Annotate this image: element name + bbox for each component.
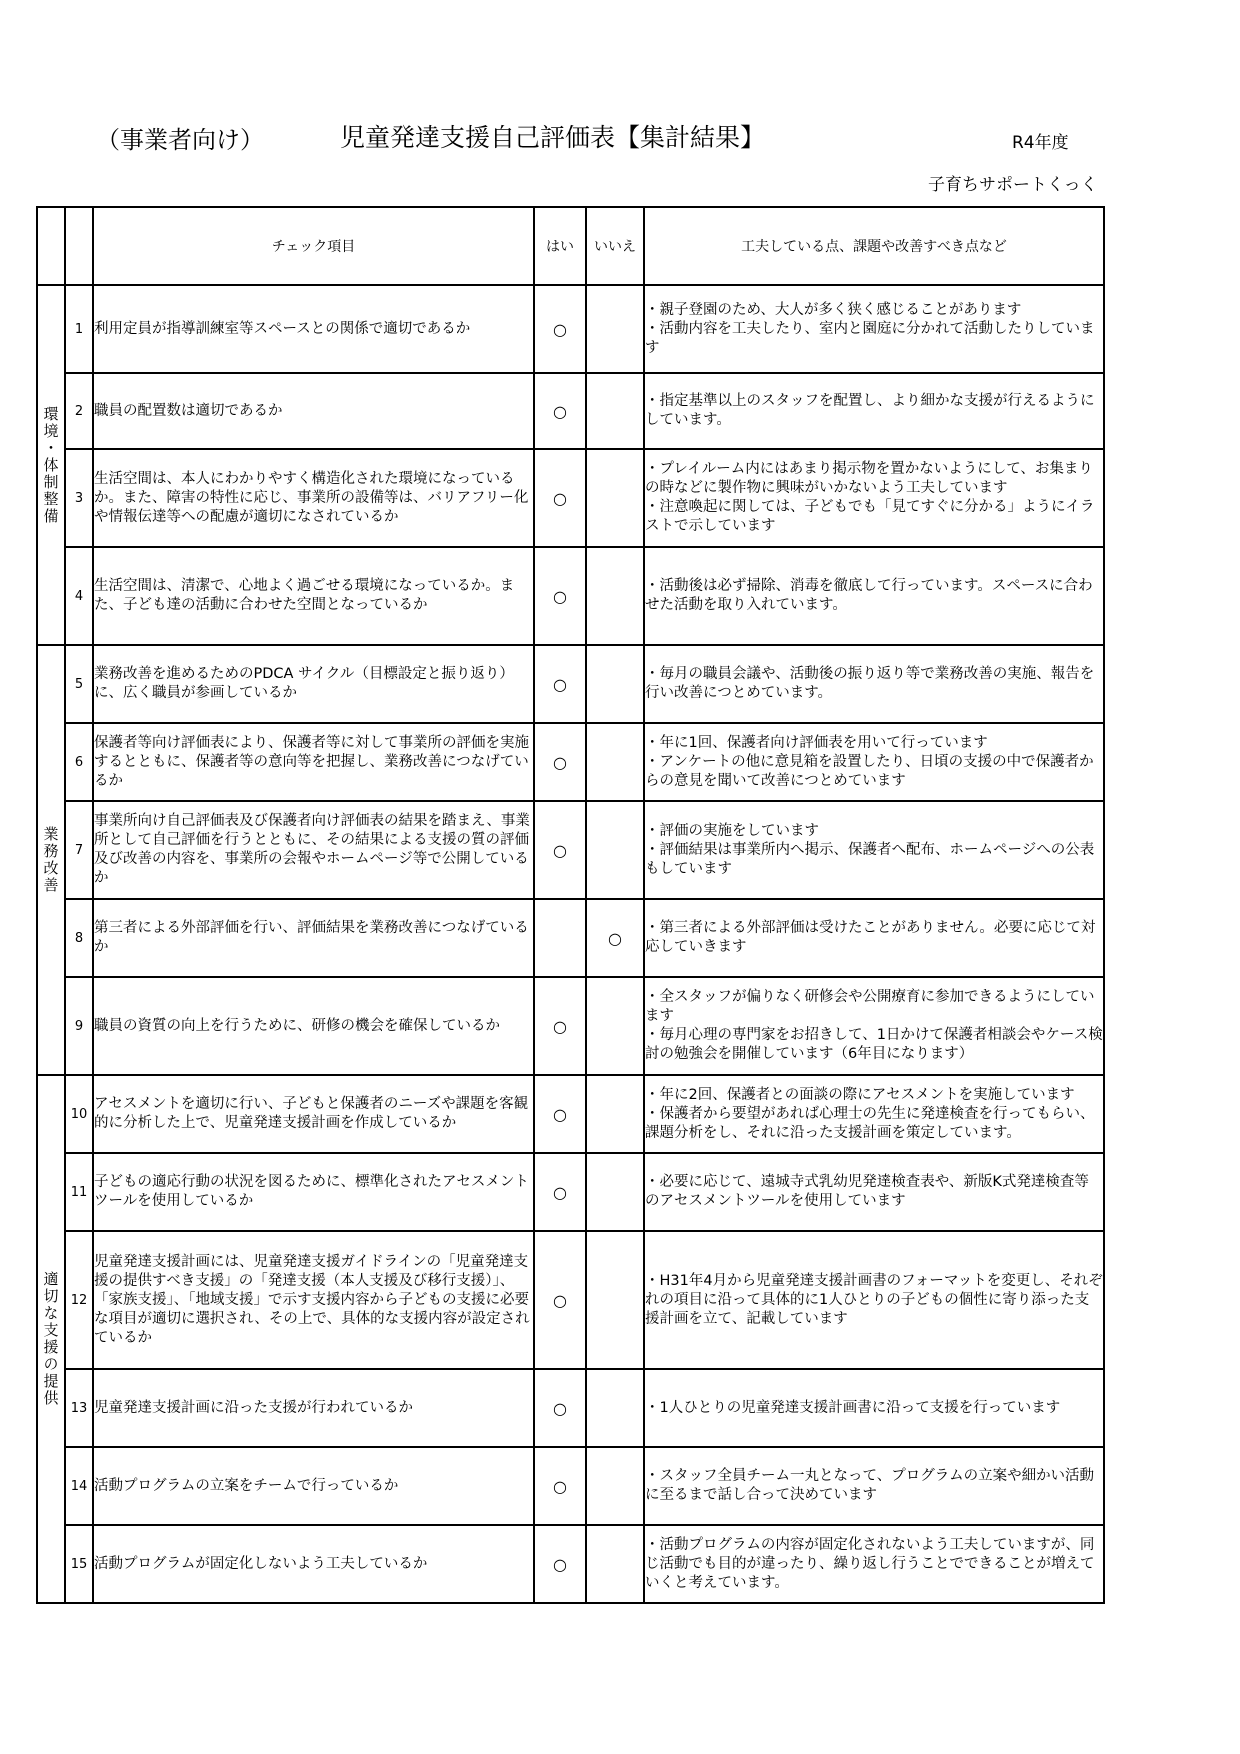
check-item-text: 児童発達支援計画には、児童発達支援ガイドラインの「児童発達支援の提供すべき支援」の「発達支援（本人支援及び移行支援）」、「家族支援」、「地域支援」で示す支援内容から子どもの支援に必要な項目が適切に選択され、その上で、具体的な支援内容が設定されているか <box>93 1231 534 1369</box>
improvement-notes: ・指定基準以上のスタッフを配置し、より細かな支援が行えるようにしています。 <box>644 373 1104 449</box>
check-item-text: 活動プログラムが固定化しないよう工夫しているか <box>93 1525 534 1603</box>
improvement-notes: ・全スタッフが偏りなく研修会や公開療育に参加できるようにしています ・毎月心理の専門家をお招きして、1日かけて保護者相談会やケース検討の勉強会を開催しています（6年目になります） <box>644 977 1104 1075</box>
improvement-notes: ・スタッフ全員チーム一丸となって、プログラムの立案や細かい活動に至るまで話し合って決めています <box>644 1447 1104 1525</box>
row-number: 11 <box>65 1153 93 1231</box>
no-mark <box>586 1153 644 1231</box>
organization-name: 子育ちサポートくっく <box>928 175 1098 195</box>
check-item-text: 業務改善を進めるためのPDCA サイクル（目標設定と振り返り）に、広く職員が参画しているか <box>93 645 534 723</box>
row-number: 3 <box>65 449 93 547</box>
check-item-text: 事業所向け自己評価表及び保護者向け評価表の結果を踏まえ、事業所として自己評価を行うとともに、その結果による支援の質の評価及び改善の内容を、事業所の会報やホームページ等で公開しているか <box>93 801 534 899</box>
table-row <box>37 373 1104 449</box>
yes-mark: ○ <box>534 1153 586 1231</box>
yes-mark: ○ <box>534 723 586 801</box>
improvement-notes: ・第三者による外部評価は受けたことがありません。必要に応じて対応していきます <box>644 899 1104 977</box>
table-row <box>37 1231 1104 1369</box>
header-notes: 工夫している点、課題や改善すべき点など <box>644 207 1104 285</box>
improvement-notes: ・評価の実施をしています ・評価結果は事業所内へ掲示、保護者へ配布、ホームページへの公表もしています <box>644 801 1104 899</box>
evaluation-table <box>36 206 1105 1604</box>
yes-mark: ○ <box>534 547 586 645</box>
improvement-notes: ・必要に応じて、遠城寺式乳幼児発達検査表や、新版K式発達検査等のアセスメントツールを使用しています <box>644 1153 1104 1231</box>
table-row <box>37 899 1104 977</box>
table-row <box>37 1369 1104 1447</box>
category-label: 業務改善 <box>37 645 65 1075</box>
check-item-text: 児童発達支援計画に沿った支援が行われているか <box>93 1369 534 1447</box>
row-number: 10 <box>65 1075 93 1153</box>
table-row <box>37 449 1104 547</box>
document-title: 児童発達支援自己評価表【集計結果】 <box>340 123 766 152</box>
no-mark <box>586 1525 644 1603</box>
no-mark <box>586 801 644 899</box>
table-row <box>37 801 1104 899</box>
table-row <box>37 977 1104 1075</box>
header-yes: はい <box>534 207 586 285</box>
check-item-text: 保護者等向け評価表により、保護者等に対して事業所の評価を実施するとともに、保護者等の意向等を把握し、業務改善につなげているか <box>93 723 534 801</box>
improvement-notes: ・活動プログラムの内容が固定化されないよう工夫していますが、同じ活動でも目的が違ったり、繰り返し行うことでできることが増えていくと考えています。 <box>644 1525 1104 1603</box>
category-label: 環境・体制整備 <box>37 285 65 645</box>
yes-mark: ○ <box>534 645 586 723</box>
check-item-text: 生活空間は、本人にわかりやすく構造化された環境になっているか。また、障害の特性に応じ、事業所の設備等は、バリアフリー化や情報伝達等への配慮が適切になされているか <box>93 449 534 547</box>
improvement-notes: ・1人ひとりの児童発達支援計画書に沿って支援を行っています <box>644 1369 1104 1447</box>
table-row <box>37 285 1104 373</box>
no-mark <box>586 449 644 547</box>
no-mark <box>586 723 644 801</box>
row-number: 15 <box>65 1525 93 1603</box>
no-mark: ○ <box>586 899 644 977</box>
row-number: 13 <box>65 1369 93 1447</box>
header-no: いいえ <box>586 207 644 285</box>
row-number: 14 <box>65 1447 93 1525</box>
no-mark <box>586 1075 644 1153</box>
row-number: 12 <box>65 1231 93 1369</box>
improvement-notes: ・活動後は必ず掃除、消毒を徹底して行っています。スペースに合わせた活動を取り入れています。 <box>644 547 1104 645</box>
improvement-notes: ・H31年4月から児童発達支援計画書のフォーマットを変更し、それぞれの項目に沿って具体的に1人ひとりの子どもの個性に寄り添った支援計画を立て、記載しています <box>644 1231 1104 1369</box>
yes-mark: ○ <box>534 1231 586 1369</box>
no-mark <box>586 1231 644 1369</box>
yes-mark: ○ <box>534 285 586 373</box>
yes-mark: ○ <box>534 977 586 1075</box>
yes-mark: ○ <box>534 801 586 899</box>
improvement-notes: ・親子登園のため、大人が多く狭く感じることがあります ・活動内容を工夫したり、室内と園庭に分かれて活動したりしています <box>644 285 1104 373</box>
check-item-text: 利用定員が指導訓練室等スペースとの関係で適切であるか <box>93 285 534 373</box>
fiscal-year: R4年度 <box>1012 133 1069 153</box>
no-mark <box>586 645 644 723</box>
table-row <box>37 645 1104 723</box>
table-row <box>37 1075 1104 1153</box>
table-row <box>37 1525 1104 1603</box>
no-mark <box>586 373 644 449</box>
row-number: 9 <box>65 977 93 1075</box>
check-item-text: アセスメントを適切に行い、子どもと保護者のニーズや課題を客観的に分析した上で、児童発達支援計画を作成しているか <box>93 1075 534 1153</box>
improvement-notes: ・年に2回、保護者との面談の際にアセスメントを実施しています ・保護者から要望があれば心理士の先生に発達検査を行ってもらい、課題分析をし、それに沿った支援計画を策定しています。 <box>644 1075 1104 1153</box>
check-item-text: 活動プログラムの立案をチームで行っているか <box>93 1447 534 1525</box>
yes-mark: ○ <box>534 449 586 547</box>
yes-mark: ○ <box>534 373 586 449</box>
check-item-text: 職員の資質の向上を行うために、研修の機会を確保しているか <box>93 977 534 1075</box>
row-number: 8 <box>65 899 93 977</box>
row-number: 6 <box>65 723 93 801</box>
category-label: 適切な支援の提供 <box>37 1075 65 1603</box>
check-item-text: 子どもの適応行動の状況を図るために、標準化されたアセスメントツールを使用しているか <box>93 1153 534 1231</box>
check-item-text: 職員の配置数は適切であるか <box>93 373 534 449</box>
header-row <box>37 207 1104 285</box>
document-prefix: （事業者向け） <box>96 126 264 154</box>
no-mark <box>586 1447 644 1525</box>
header-check-item: チェック項目 <box>93 207 534 285</box>
no-mark <box>586 547 644 645</box>
row-number: 5 <box>65 645 93 723</box>
check-item-text: 生活空間は、清潔で、心地よく過ごせる環境になっているか。また、子ども達の活動に合わせた空間となっているか <box>93 547 534 645</box>
improvement-notes: ・プレイルーム内にはあまり掲示物を置かないようにして、お集まりの時などに製作物に興味がいかないよう工夫しています ・注意喚起に関しては、子どもでも「見てすぐに分かる」ようにイラストで示しています <box>644 449 1104 547</box>
no-mark <box>586 285 644 373</box>
header-category <box>37 207 65 285</box>
row-number: 4 <box>65 547 93 645</box>
row-number: 2 <box>65 373 93 449</box>
header-number <box>65 207 93 285</box>
table-row <box>37 1153 1104 1231</box>
yes-mark: ○ <box>534 1369 586 1447</box>
yes-mark: ○ <box>534 1075 586 1153</box>
row-number: 1 <box>65 285 93 373</box>
improvement-notes: ・年に1回、保護者向け評価表を用いて行っています ・アンケートの他に意見箱を設置したり、日頃の支援の中で保護者からの意見を聞いて改善につとめています <box>644 723 1104 801</box>
no-mark <box>586 1369 644 1447</box>
check-item-text: 第三者による外部評価を行い、評価結果を業務改善につなげているか <box>93 899 534 977</box>
yes-mark <box>534 899 586 977</box>
row-number: 7 <box>65 801 93 899</box>
improvement-notes: ・毎月の職員会議や、活動後の振り返り等で業務改善の実施、報告を行い改善につとめています。 <box>644 645 1104 723</box>
yes-mark: ○ <box>534 1447 586 1525</box>
yes-mark: ○ <box>534 1525 586 1603</box>
table-row <box>37 723 1104 801</box>
no-mark <box>586 977 644 1075</box>
table-row <box>37 1447 1104 1525</box>
table-row <box>37 547 1104 645</box>
